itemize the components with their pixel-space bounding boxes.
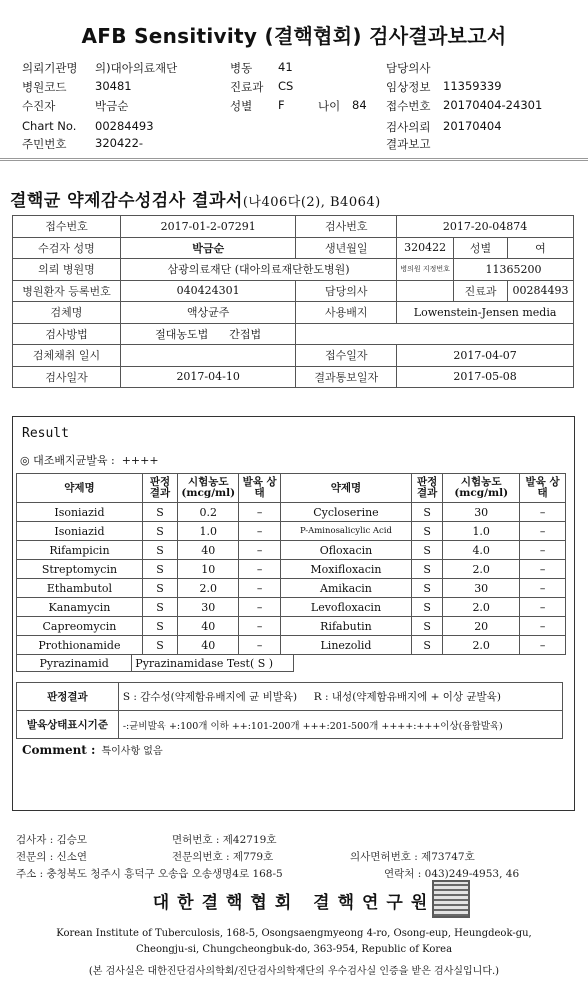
judge-value: S [412,560,443,579]
field-age-value: 84 [352,98,367,112]
test-no-label: 검사번호 [296,216,397,238]
field-org-value: 의)대아의료재단 [95,61,178,75]
report-title-text: 결핵균 약제감수성검사 결과서 [10,191,243,211]
table-row [17,560,566,579]
collect-value [120,345,296,367]
conc-value: 40 [178,636,239,655]
colony-growth [20,452,159,468]
growth-value: – [239,503,281,522]
doctor-label: 담당의사 [296,280,397,302]
col-judge: 판정 결과 [142,474,177,503]
table-row [17,503,566,522]
patient-info-table [12,215,574,388]
license-specialist: 전문의번호 : 제779호 [172,851,274,863]
judge-value: S [142,636,177,655]
pza-drug: Pyrazinamid [17,655,132,672]
drug-name: Ethambutol [17,579,143,598]
growth-value: – [239,617,281,636]
col-drug: 약제명 [17,474,143,503]
contact: 연락처 : 043)249-4953, 46 [384,868,520,880]
medium-label: 사용배지 [296,302,397,324]
field-patient-value: 박금순 [95,99,129,113]
conc-value: 2.0 [178,579,239,598]
col-growth: 발육 상태 [520,474,566,503]
field-chart-label: Chart No. [22,119,77,133]
legend-judge-text [118,683,562,711]
recv-label: 접수일자 [296,345,397,367]
drug-name: Ofloxacin [280,541,411,560]
judge-value: S [412,541,443,560]
legend-growth-text: -:균비발육 +:100개 이하 ++:101-200개 +++:201-500개 ++++:+++이상(융합발육) [118,711,562,739]
drug-name: Prothionamide [17,636,143,655]
receipt-no-label: 접수번호 [13,216,121,238]
dept-label: 진료과 [454,280,508,302]
field-rrn-label: 주민번호 [22,137,67,151]
conc-value: 30 [443,579,520,598]
growth-value: – [239,579,281,598]
reg-value: 040424301 [120,280,296,302]
judge-value: S [142,617,177,636]
method-blank [296,323,574,345]
growth-value: – [520,598,566,617]
judge-value: S [412,522,443,541]
pza-result: Pyrazinamidase Test( S ) [132,655,294,672]
result-label: Result [22,426,69,441]
hospital-label: 의뢰 병원명 [13,259,121,281]
drug-name: Rifabutin [280,617,411,636]
table-row [17,541,566,560]
conc-value: 2.0 [443,560,520,579]
examiner: 검사자 : 김승모 [16,834,88,846]
specimen-label: 검체명 [13,302,121,324]
judge-value: S [142,541,177,560]
table-row [17,598,566,617]
divider [0,160,588,161]
judge-value: S [412,503,443,522]
drug-sensitivity-table [16,473,566,655]
doctor-value [397,280,454,302]
divider [0,158,588,159]
license-examiner: 면허번호 : 제42719호 [172,834,277,846]
license-doctor: 의사면허번호 : 제73747호 [350,851,475,863]
hosp-code-label: 병의원 지정번호 [397,259,454,281]
patient-label: 수검자 성명 [13,237,121,259]
col-growth: 발육 상태 [239,474,281,503]
testdate-value: 2017-04-10 [120,366,296,388]
conc-value: 40 [178,541,239,560]
conc-value: 30 [443,503,520,522]
drug-name: Capreomycin [17,617,143,636]
report-date-label: 결과통보일자 [296,366,397,388]
dob-value: 320422 [397,237,454,259]
conc-value: 2.0 [443,598,520,617]
conc-value: 30 [178,598,239,617]
address: 주소 : 충청북도 청주시 흥덕구 오송읍 오송생명4로 168-5 [16,868,283,880]
growth-value: – [239,560,281,579]
judge-value: S [142,598,177,617]
comment-value: 특이사항 없음 [101,746,163,757]
drug-name: P-Aminosalicylic Acid [280,522,411,541]
field-sex-value: F [278,98,285,112]
col-judge: 판정 결과 [412,474,443,503]
field-hospcode-value: 30481 [95,79,132,93]
specimen-value: 액상균주 [120,302,296,324]
report-header-title: AFB Sensitivity (결핵협회) 검사결과보고서 [81,24,507,48]
growth-value: – [520,579,566,598]
sex-value: 여 [507,237,573,259]
col-conc: 시험농도 (mcg/ml) [178,474,239,503]
collect-label: 검체채취 일시 [13,345,121,367]
conc-value: 1.0 [443,522,520,541]
judge-value: S [412,579,443,598]
judge-value: S [142,560,177,579]
dob-label: 생년월일 [296,237,397,259]
judge-value: S [412,617,443,636]
specialist: 전문의 : 신소연 [16,851,88,863]
field-receipt-value: 20170404-24301 [443,98,543,112]
judge-value: S [412,636,443,655]
field-request-label: 검사의뢰 [386,120,431,134]
method-2: 간접법 [229,327,262,341]
conc-value: 4.0 [443,541,520,560]
growth-value: – [520,560,566,579]
conc-value: 2.0 [443,636,520,655]
field-age-label: 나이 [318,99,341,113]
testdate-label: 검사일자 [13,366,121,388]
field-clinical-value: 11359339 [443,79,502,93]
report-title [10,186,381,211]
table-row [17,636,566,655]
hospital-value: 삼광의료재단 (대아의료재단한도병원) [120,259,396,281]
drug-name: Isoniazid [17,522,143,541]
drug-name: Moxifloxacin [280,560,411,579]
conc-value: 1.0 [178,522,239,541]
drug-name: Streptomycin [17,560,143,579]
address-en-2: Cheongju-si, Chungcheongbuk-do, 363-954, Republic of Korea [135,944,453,955]
method-label: 검사방법 [13,323,121,345]
judge-value: S [142,579,177,598]
field-ward-label: 병동 [230,61,253,75]
field-report-label: 결과보고 [386,137,431,151]
drug-name: Isoniazid [17,503,143,522]
legend-growth-label: 발육상태표시기준 [17,711,119,739]
growth-value: – [520,541,566,560]
legend-table [16,682,563,739]
growth-value: – [520,503,566,522]
field-patient-label: 수진자 [22,99,56,113]
growth-value: – [239,522,281,541]
certification-note: (본 검사실은 대한진단검사의학회/진단검사의학재단의 우수검사실 인증을 받은 검사실입니다.) [88,966,500,977]
field-rrn-value: 320422- [95,136,144,150]
address-en-1: Korean Institute of Tuberculosis, 168-5, Osongsaengmyeong 4-ro, Osong-eup, Heungdeok-gu, [56,928,532,939]
pyrazinamide-row [16,654,294,672]
conc-value: 0.2 [178,503,239,522]
drug-name: Linezolid [280,636,411,655]
field-chart-value: 00284493 [95,119,154,133]
field-receipt-label: 접수번호 [386,99,431,113]
legend-judge-s: S : 감수성(약제함유배지에 균 비발육) [122,691,298,703]
drug-name: Cycloserine [280,503,411,522]
col-drug: 약제명 [280,474,411,503]
field-dept-value: CS [278,79,294,93]
test-no-value: 2017-20-04874 [397,216,574,238]
table-row [17,617,566,636]
report-code: (나406다(2), B4064) [242,195,381,210]
field-request-value: 20170404 [443,119,502,133]
drug-name: Levofloxacin [280,598,411,617]
field-sex-label: 성별 [230,99,253,113]
conc-value: 20 [443,617,520,636]
table-row [17,522,566,541]
organization-name: 대한결핵협회 결핵연구원 [152,893,436,913]
drug-name: Amikacin [280,579,411,598]
conc-value: 10 [178,560,239,579]
growth-value: – [520,522,566,541]
method-1: 절대농도법 [155,327,209,341]
growth-value: – [239,636,281,655]
judge-value: S [412,598,443,617]
drug-name: Rifampicin [17,541,143,560]
method-value [120,323,296,345]
field-ward-value: 41 [278,60,293,74]
patient-value: 박금순 [120,237,296,259]
medium-value: Lowenstein-Jensen media [397,302,574,324]
report-date-value: 2017-05-08 [397,366,574,388]
legend-judge-r: R : 내성(약제함유배지에 + 이상 균발육) [313,691,501,703]
legend-judge-label: 판정결과 [17,683,119,711]
growth-value: – [239,541,281,560]
field-org-label: 의뢰기관명 [22,61,78,75]
colony-label: ◎ 대조배지균발육 : [20,454,115,467]
table-row [17,579,566,598]
field-doctor-label: 담당의사 [386,61,431,75]
recv-value: 2017-04-07 [397,345,574,367]
field-dept-label: 진료과 [230,80,264,94]
field-clinical-label: 임상정보 [386,80,431,94]
field-hospcode-label: 병원코드 [22,80,67,94]
col-conc: 시험농도 (mcg/ml) [443,474,520,503]
dept-value: 00284493 [507,280,573,302]
colony-value: ++++ [121,454,159,467]
judge-value: S [142,503,177,522]
reg-label: 병원환자 등록번호 [13,280,121,302]
hosp-code-value: 11365200 [454,259,574,281]
growth-value: – [239,598,281,617]
growth-value: – [520,617,566,636]
drug-name: Kanamycin [17,598,143,617]
growth-value: – [520,636,566,655]
comment [22,742,163,757]
receipt-no-value: 2017-01-2-07291 [120,216,296,238]
judge-value: S [142,522,177,541]
sex-label: 성별 [454,237,508,259]
comment-label: Comment : [22,743,96,757]
conc-value: 40 [178,617,239,636]
